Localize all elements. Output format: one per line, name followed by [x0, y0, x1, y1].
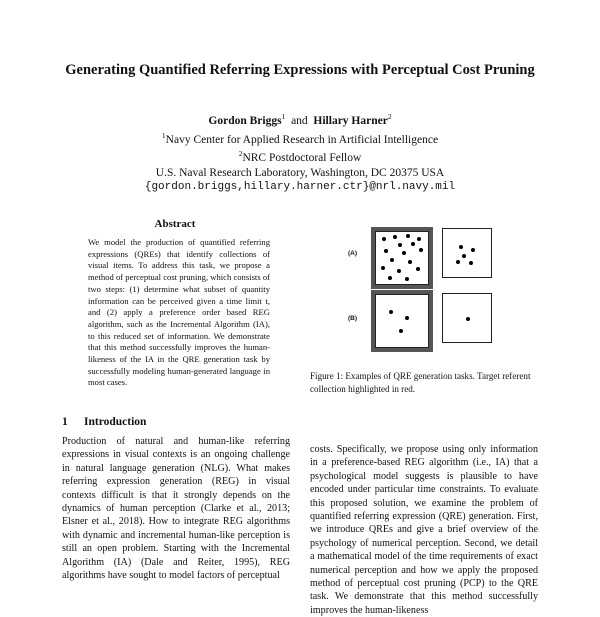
affiliation-2-sup: 2 — [238, 149, 243, 158]
dot — [399, 329, 403, 333]
dot — [462, 254, 466, 258]
affiliation-1-text: Navy Center for Applied Research in Artificial Intelligence — [165, 133, 439, 146]
affiliation-1 — [60, 129, 540, 148]
author-1-sup: 1 — [281, 112, 286, 121]
affiliation-2-text: NRC Postdoctoral Fellow — [242, 152, 362, 164]
author-1: Gordon Briggs — [208, 115, 282, 127]
dot — [384, 249, 388, 253]
dot — [398, 243, 402, 247]
panel-a-distractor — [442, 228, 492, 278]
intro-left-column: Production of natural and human-like referring expressions in visual contexts is an ongoing challenge in natural language generation (NLG). What makes referring expression generation (REG) in visual contexts difficult is that it strongly depends on the dynamics of human perception (Clarke et al., 2013; Elsner et al., 2018). How to integrate REG algorithms with dynamic and incremental human-like perception is still an open problem. Starting with the Incremental Algorithm (IA) (Dale and Reiter, 1995), REG algorithms have sought to model factors of perceptual — [62, 436, 290, 582]
dot — [389, 310, 393, 314]
author-2-sup: 2 — [387, 112, 392, 121]
author-block — [60, 110, 540, 195]
author-2: Hillary Harner — [313, 115, 388, 127]
author-conjunction: and — [291, 115, 308, 127]
figure-caption: Figure 1: Examples of QRE generation tasks. Target referent collection highlighted in red. — [310, 371, 531, 394]
dot — [469, 261, 473, 265]
dot — [405, 277, 409, 281]
dot — [416, 267, 420, 271]
dot — [411, 242, 415, 246]
section-number: 1 — [62, 416, 68, 428]
figure-label-b: (B) — [348, 315, 358, 322]
panel-b-target — [371, 290, 433, 352]
affiliation-1-sup: 1 — [161, 130, 166, 140]
dot — [382, 237, 386, 241]
dot — [417, 237, 421, 241]
paper-title: Generating Quantified Referring Expressions with Perceptual Cost Pruning — [65, 62, 535, 78]
dot — [406, 234, 410, 238]
abstract-text: We model the production of quantified referring expressions (QREs) that identify collections of visual items. To address this task, we propose a method of perceptual cost pruning, which consists of two steps: (1) determine what subset of quantity information can be perceived given a time limit t, and (2) apply a preference order based REG algorithm, such as the Incremental Algorithm (IA), to this reduced set of information. We demonstrate that this method successfully improves the human-likeness of the IA in the QRE generation task by successfully modeling human-generated language in most cases. — [88, 237, 270, 388]
dot — [408, 260, 412, 264]
dot — [456, 260, 460, 264]
section-heading — [62, 416, 146, 428]
dot — [419, 248, 423, 252]
dot — [397, 269, 401, 273]
figure-label-a: (A) — [348, 250, 358, 257]
dot — [381, 266, 385, 270]
affiliation-2 — [60, 147, 540, 166]
dot — [471, 248, 475, 252]
dot — [402, 251, 406, 255]
dot — [459, 245, 463, 249]
author-names — [60, 110, 540, 129]
section-title: Introduction — [84, 416, 147, 428]
abstract-heading: Abstract — [154, 218, 196, 230]
email: {gordon.briggs,hillary.harner.ctr}@nrl.navy.mil — [144, 181, 456, 193]
address: U.S. Naval Research Laboratory, Washington, DC 20375 USA — [155, 166, 445, 179]
panel-a-target — [371, 227, 433, 289]
intro-right-column: costs. Specifically, we propose using only information in a preference-based REG algorithm (i.e., IA) that a psychological model suggests is plausible to have encoded under particular time constraints. To evaluate this proposed solution, we examine the problem of quantified referring expression (QRE) generation. First, we introduce QREs and give a brief overview of the psychology of numerical perception. Second, we detail a mathematical model of the time requirements of exact numerical perception and how we apply the proposed method of perceptual cost pruning (PCP) to the QRE task. We demonstrate that this method successfully improves the human-likeness — [310, 444, 538, 616]
dot — [466, 317, 470, 321]
dot — [390, 258, 394, 262]
panel-b-distractor — [442, 293, 492, 343]
dot — [405, 316, 409, 320]
dot — [393, 235, 397, 239]
dot — [388, 276, 392, 280]
